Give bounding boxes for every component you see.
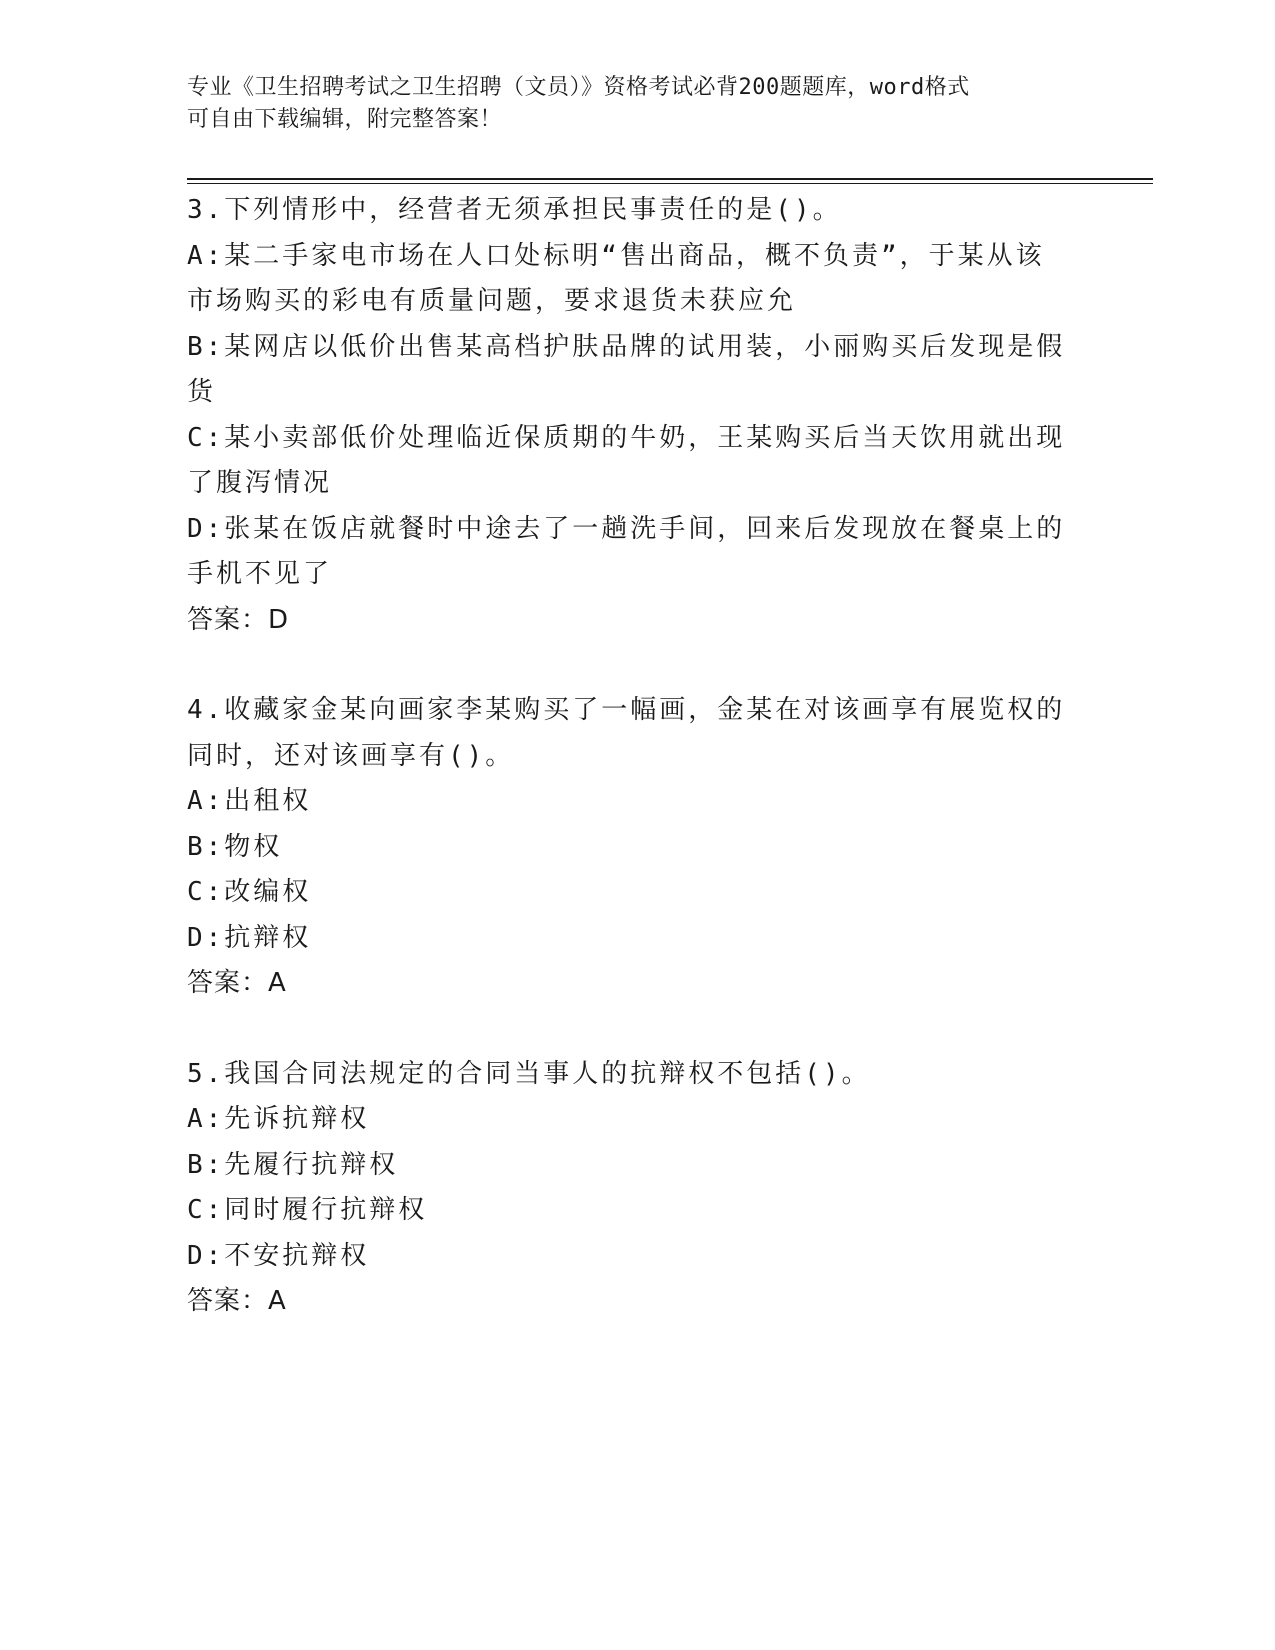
option-d: D:张某在饭店就餐时中途去了一趟洗手间，回来后发现放在餐桌上的 (187, 513, 1066, 544)
option-c-continued: 了腹泻情况 (187, 468, 333, 498)
header-rule-thick (187, 178, 1153, 180)
option-c: C:改编权 (187, 877, 312, 907)
option-b: B:先履行抗辩权 (187, 1149, 399, 1180)
option-c: C:某小卖部低价处理临近保质期的牛奶，王某购买后当天饮用就出现 (187, 422, 1066, 453)
question-block (187, 688, 1087, 1007)
header-rule-thin (187, 183, 1153, 184)
question-block (187, 188, 1087, 643)
option-d: D:抗辩权 (187, 922, 312, 953)
document-header (187, 72, 1067, 136)
option-a: A:先诉抗辩权 (187, 1104, 370, 1134)
answer-line: 答案：D (187, 604, 290, 635)
question-stem: 5.我国合同法规定的合同当事人的抗辩权不包括()。 (187, 1058, 871, 1089)
option-a-continued: 市场购买的彩电有质量问题，要求退货未获应允 (187, 286, 797, 316)
question-block (187, 1052, 1087, 1325)
question-list (187, 188, 1087, 1325)
answer-line: 答案：A (187, 968, 287, 998)
option-a: A:出租权 (187, 786, 312, 816)
option-b: B:某网店以低价出售某高档护肤品牌的试用装，小丽购买后发现是假 (187, 331, 1066, 362)
question-stem: 4.收藏家金某向画家李某购买了一幅画，金某在对该画享有展览权的 (187, 695, 1066, 725)
question-stem-continued: 同时，还对该画享有()。 (187, 740, 515, 771)
option-d-continued: 手机不见了 (187, 559, 333, 589)
header-line-1: 专业《卫生招聘考试之卫生招聘（文员）》资格考试必背200题题库，word格式 (187, 75, 970, 100)
header-line-2: 可自由下载编辑，附完整答案！ (187, 107, 503, 132)
option-d: D:不安抗辩权 (187, 1240, 370, 1271)
question-stem: 3.下列情形中，经营者无须承担民事责任的是()。 (187, 195, 842, 225)
answer-line: 答案：A (187, 1286, 287, 1316)
option-b: B:物权 (187, 831, 283, 862)
option-a: A:某二手家电市场在人口处标明“售出商品，概不负责”，于某从该 (187, 240, 1045, 271)
option-c: C:同时履行抗辩权 (187, 1195, 428, 1225)
option-b-continued: 货 (187, 377, 217, 407)
